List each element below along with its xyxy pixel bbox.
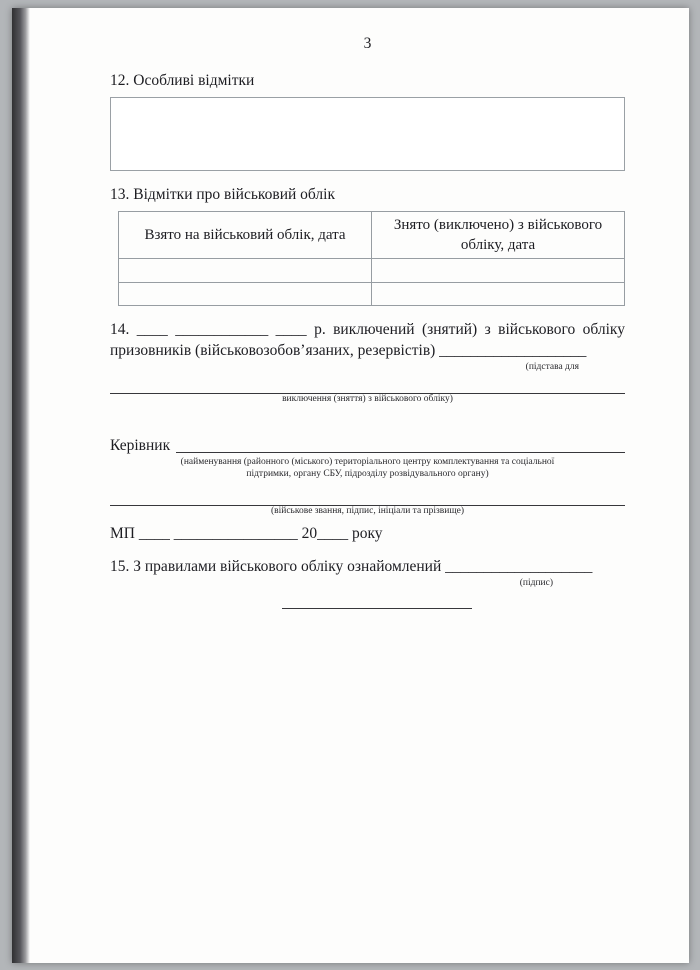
mp-line: МП ____ ________________ 20____ року — [110, 524, 383, 542]
table-cell-empty — [119, 282, 372, 305]
kerivnyk-caption-line1: (найменування (районного (міського) територіального центру комплектування та соціальної — [180, 457, 555, 468]
item15-blank: ___________________ — [445, 557, 593, 575]
scan-shadow-edge — [12, 8, 30, 963]
item14-caption-exclusion: виключення (зняття) з військового обліку) — [282, 394, 453, 405]
item12-notes-box — [110, 97, 625, 171]
table-row — [119, 259, 625, 282]
table-cell-empty — [119, 259, 372, 282]
kerivnyk-line — [110, 436, 625, 457]
signature-caption: (військове звання, підпис, ініціали та прізвище) — [270, 506, 465, 517]
kerivnyk-label: Керівник — [110, 437, 171, 455]
table-header-row — [119, 211, 625, 259]
item15-caption-signature: (підпис) — [519, 577, 553, 588]
page-number: 3 — [363, 35, 372, 52]
table-cell-empty — [372, 282, 625, 305]
item14-caption-basis: (підстава для — [525, 361, 579, 372]
item13-label: 13. Відмітки про військовий облік — [110, 185, 336, 203]
table-header-removed: Знято (виключено) з військового обліку, дата — [372, 211, 625, 259]
military-record-table — [118, 211, 625, 306]
item14-basis-line — [110, 379, 625, 394]
extra-signature-line — [282, 596, 472, 609]
table-row — [119, 282, 625, 305]
item14-text: 14. ____ ____________ ____ р. виключений (знятий) з військового обліку призовників (військовозобов’язаних, резервістів) ___________________ — [110, 320, 625, 359]
table-header-taken: Взято на військовий облік, дата — [119, 211, 372, 259]
kerivnyk-caption-line2: підтримки, органу СБУ, підрозділу розвідувального органу) — [246, 469, 489, 480]
table-cell-empty — [372, 259, 625, 282]
document-content — [12, 8, 689, 963]
kerivnyk-blank-line — [176, 451, 625, 453]
signature-line — [110, 491, 625, 506]
item12-label: 12. Особливі відмітки — [110, 71, 255, 89]
document-sheet — [12, 8, 689, 963]
item15-label: 15. З правилами військового обліку ознайомлений — [110, 557, 442, 575]
